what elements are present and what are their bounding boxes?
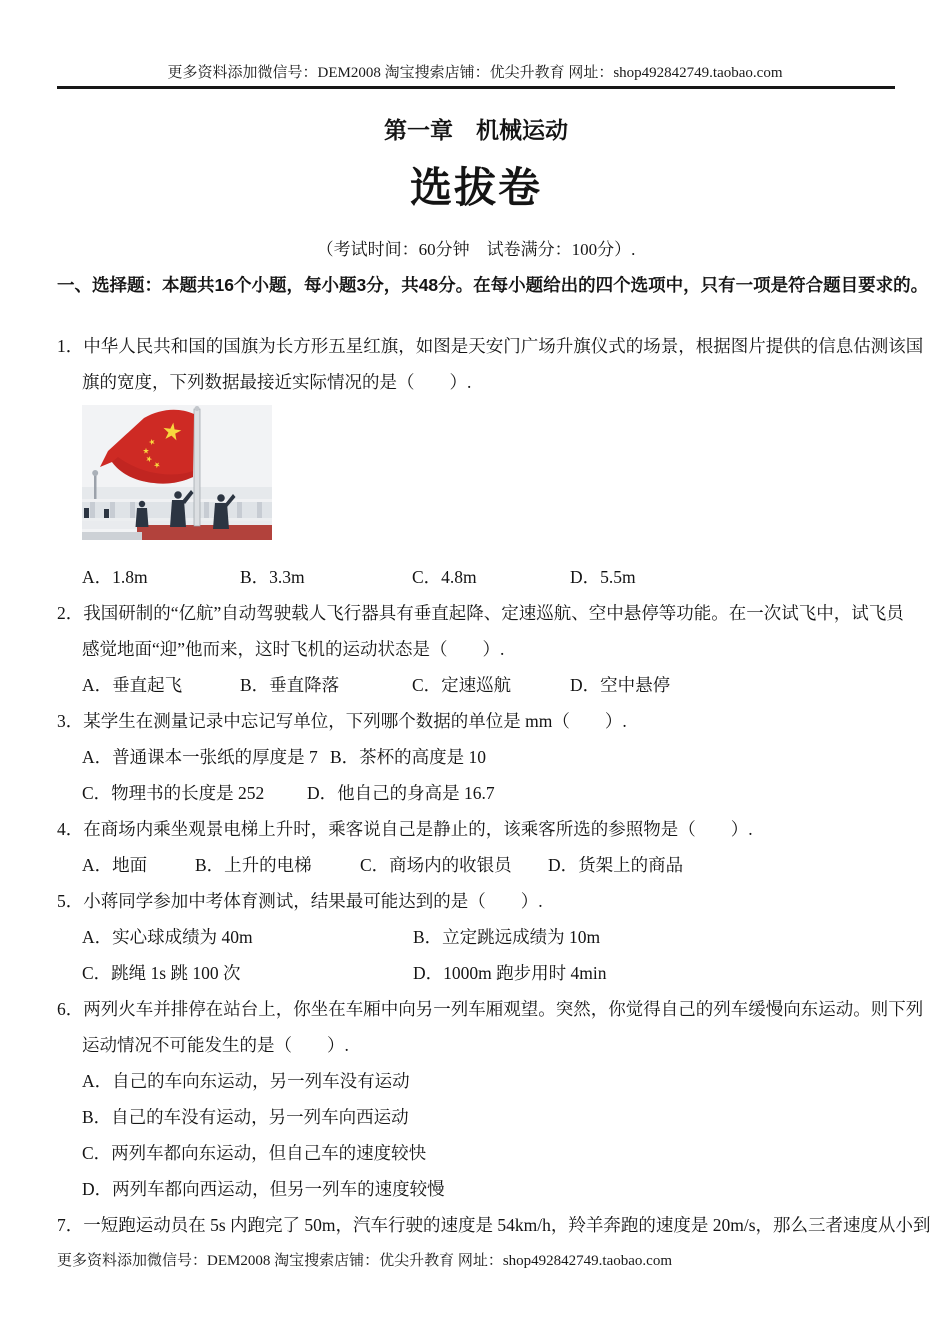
flag-raising-photo — [82, 405, 272, 540]
option-a: A．自己的车向东运动，另一列车没有运动 — [82, 1071, 410, 1091]
question-2 — [57, 600, 904, 698]
option-d: D．两列车都向西运动，但另一列车的速度较慢 — [82, 1179, 445, 1199]
question-4 — [57, 816, 895, 878]
option-c: C．物理书的长度是 252 — [82, 783, 265, 803]
option-c: C．4.8m — [412, 567, 477, 587]
question-6 — [57, 996, 924, 1202]
option-c: C．两列车都向东运动，但自己车的速度较快 — [82, 1143, 427, 1163]
question-2-options — [57, 672, 895, 698]
question-5-options-row1 — [57, 924, 895, 950]
question-3-options-row2 — [57, 780, 895, 806]
option-c: C．定速巡航 — [412, 675, 512, 695]
question-7 — [57, 1212, 931, 1238]
footer-contact-info: 更多资料添加微信号：DEM2008 淘宝搜索店铺：优尖升教育 网址：shop492842749.taobao.com — [57, 1253, 672, 1269]
option-a: A．普通课本一张纸的厚度是 7 — [82, 747, 318, 767]
option-b: B．自己的车没有运动，另一列车向西运动 — [82, 1107, 409, 1127]
option-a: A．地面 — [82, 855, 148, 875]
question-1 — [57, 333, 924, 590]
question-2-stem-line2: 感觉地面“迎”他而来，这时飞机的运动状态是（ ）. — [82, 639, 505, 659]
section-header: 一、选择题：本题共16个小题，每小题3分，共48分。在每小题给出的四个选项中，只有一项是符合题目要求的。 — [57, 275, 929, 295]
photo-platform-front — [82, 532, 142, 540]
question-2-stem-line1: 2．我国研制的“亿航”自动驾驶载人飞行器具有垂直起降、定速巡航、空中悬停等功能。在一次试飞中，试飞员 — [57, 603, 904, 623]
chapter-title: 第一章 机械运动 — [384, 117, 568, 143]
question-5-options-row2 — [57, 960, 895, 986]
question-1-options — [57, 564, 895, 590]
question-1-stem-line2: 旗的宽度，下列数据最接近实际情况的是（ ）. — [82, 372, 472, 392]
exam-content — [57, 0, 931, 1248]
option-a: A．1.8m — [82, 567, 148, 587]
option-b: B．立定跳远成绩为 10m — [413, 927, 601, 947]
option-a: A．实心球成绩为 40m — [82, 927, 253, 947]
question-5-stem-line1: 5．小蒋同学参加中考体育测试，结果最可能达到的是（ ）. — [57, 891, 543, 911]
question-4-stem-line1: 4．在商场内乘坐观景电梯上升时，乘客说自己是静止的，该乘客所选的参照物是（ ）. — [57, 819, 753, 839]
question-6-stem-line2: 运动情况不可能发生的是（ ）. — [82, 1035, 349, 1055]
option-d: D．货架上的商品 — [548, 855, 684, 875]
photo-red-carpet — [137, 525, 272, 540]
exam-info: （考试时间：60分钟 试卷满分：100分）. — [316, 240, 636, 259]
photo-flagpole — [194, 406, 200, 526]
option-d: D．他自己的身高是 16.7 — [307, 783, 495, 803]
header-contact-info: 更多资料添加微信号：DEM2008 淘宝搜索店铺：优尖升教育 网址：shop492842749.taobao.com — [167, 65, 783, 81]
question-7-stem-line1: 7．一短跑运动员在 5s 内跑完了 50m，汽车行驶的速度是 54km/h，羚羊奔跑的速度是 20m/s，那么三者速度从小到 — [57, 1215, 931, 1235]
question-3-stem-line1: 3．某学生在测量记录中忘记写单位，下列哪个数据的单位是 mm（ ）. — [57, 711, 627, 731]
question-4-options — [57, 852, 895, 878]
option-d: D．1000m 跑步用时 4min — [413, 963, 607, 983]
question-6-stem-line1: 6．两列火车并排停在站台上，你坐在车厢中向另一列车厢观望。突然，你觉得自己的列车缓慢向东运动。则下列 — [57, 999, 924, 1019]
question-3-options-row1 — [57, 744, 895, 770]
option-b: B．垂直降落 — [240, 675, 340, 695]
option-d: D．5.5m — [570, 567, 636, 587]
question-5 — [57, 888, 895, 986]
option-c: C．跳绳 1s 跳 100 次 — [82, 963, 241, 983]
option-b: B．上升的电梯 — [195, 855, 312, 875]
paper-title: 选拔卷 — [409, 166, 542, 212]
option-b: B．3.3m — [240, 567, 305, 587]
option-d: D．空中悬停 — [570, 675, 671, 695]
question-3 — [57, 708, 895, 806]
option-b: B．茶杯的高度是 10 — [330, 747, 487, 767]
option-a: A．垂直起飞 — [82, 675, 183, 695]
option-c: C．商场内的收银员 — [360, 855, 512, 875]
question-1-stem-line1: 1．中华人民共和国的国旗为长方形五星红旗，如图是天安门广场升旗仪式的场景，根据图片提供的信息估测该国 — [57, 336, 924, 356]
